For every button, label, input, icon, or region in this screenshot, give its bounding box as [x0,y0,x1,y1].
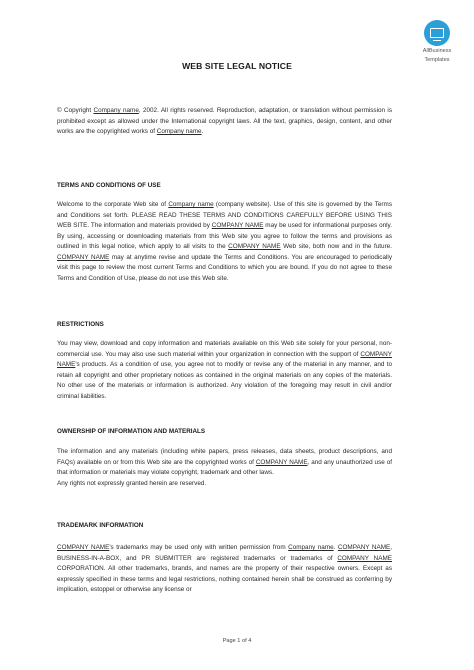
text-run: You may view, download and copy information and materials available on this Web site solely for your personal, non-commercial use. You may also use such material within your organization in connection with the support of [57,340,392,358]
text-run: . [201,128,204,135]
company-name-link: COMPANY NAME [228,243,281,250]
company-name-link: Company name [168,201,214,208]
ownership-rights-line: Any rights not expressly granted herein are reserved. [57,479,207,487]
restrictions-section [57,320,392,331]
allbusiness-logo [412,20,462,63]
logo-line-1: AllBusiness [422,48,452,54]
company-name-link: Company name [288,544,334,551]
company-name-link: COMPANY NAME [337,544,391,551]
text-run: may be used for informational purposes only. By using, accessing or downloading materials from this Web site you agree to follow the terms and provisions as outlined in this legal notice, which apply to all visits to the [57,222,392,250]
restrictions-body [57,339,392,402]
ownership-paragraph [57,447,392,479]
company-name-link: Company name [156,128,202,135]
company-name-link: Company name [93,107,139,114]
text-run: 's trademarks may be used only with written permission from [109,544,289,551]
ownership-section [57,427,392,438]
trademark-body [57,543,392,596]
restrictions-heading: RESTRICTIONS [57,321,104,328]
logo-line-2: Templates [424,56,450,63]
text-run: CORPORATION. All other trademarks, brands, and names are the property of their respective owners. Except as expressly specified in these terms and legal restrictions, nothing contained herein shall be construed as conferring by implication, estoppel or otherwise any license or [57,565,392,593]
company-name-link: COMPANY NAME [255,458,308,466]
terms-section [57,181,392,192]
trademark-section [57,521,392,532]
text-run: Web site, both now and in the future. [280,243,392,250]
text-run: © Copyright [57,107,94,114]
trademark-paragraph [57,543,392,596]
company-name-link: COMPANY NAME [57,544,110,551]
terms-heading: TERMS AND CONDITIONS OF USE [57,182,161,189]
company-name-link: COMPANY NAME [57,350,392,368]
terms-body [57,200,392,284]
ownership-heading: OWNERSHIP OF INFORMATION AND MATERIALS [57,428,206,435]
text-run: , BUSINESS-IN-A-BOX, and PR SUBMITTER are registered trademarks or trademarks of [57,544,392,562]
text-run: The information and any materials (including white papers, press releases, data sheets, product descriptions, and FAQs) available on or from this Web site are the copyrighted works of [57,448,392,466]
laptop-icon [424,20,450,46]
company-name-link: COMPANY NAME [337,554,392,562]
terms-paragraph [57,200,392,284]
copyright-paragraph [57,106,392,138]
company-name-link: COMPANY NAME [57,253,110,261]
text-run: 's products. As a condition of use, you agree not to modify or revise any of the material in any manner, and to retain all copyright and other proprietary notices as contained in the original materials on any copies of the materials. No other use of the materials or information is authorized. Any violation of the foregoing may result in civil and/or criminal liabilities. [57,361,392,400]
ownership-body [57,447,392,489]
text-run: may at anytime revise and update the Terms and Conditions. You are encouraged to periodically visit this page to review the most current Terms and Conditions to which you are bound. If you do not agree to these Terms and Condition of Use, please do not use this Web site. [57,253,392,282]
company-name-link: COMPANY NAME [211,222,264,229]
text-run: . [333,544,338,551]
text-run: , and any unauthorized use of that information or materials may violate copyright, trademark and other laws. [57,458,392,476]
text-run: , 2002. All rights reserved. Reproduction, adaptation, or translation without permission is prohibited except as allowed under the International copyright laws. All the text, graphics, design, content, and other works are the copyrighted works of [57,107,392,135]
page-number: Page 1 of 4 [222,638,252,644]
text-run: Welcome to the corporate Web site of [57,201,169,208]
restrictions-paragraph [57,339,392,402]
copyright-section [57,106,392,138]
trademark-heading: TRADEMARK INFORMATION [57,522,144,529]
page-title: WEB SITE LEGAL NOTICE [182,61,292,71]
text-run: (company website). Use of this site is governed by the Terms and Conditions set forth. PLEASE READ THESE TERMS AND CONDITIONS CAREFULLY BEFORE USING THIS WEB SITE. The information and materials provided by [57,201,392,229]
